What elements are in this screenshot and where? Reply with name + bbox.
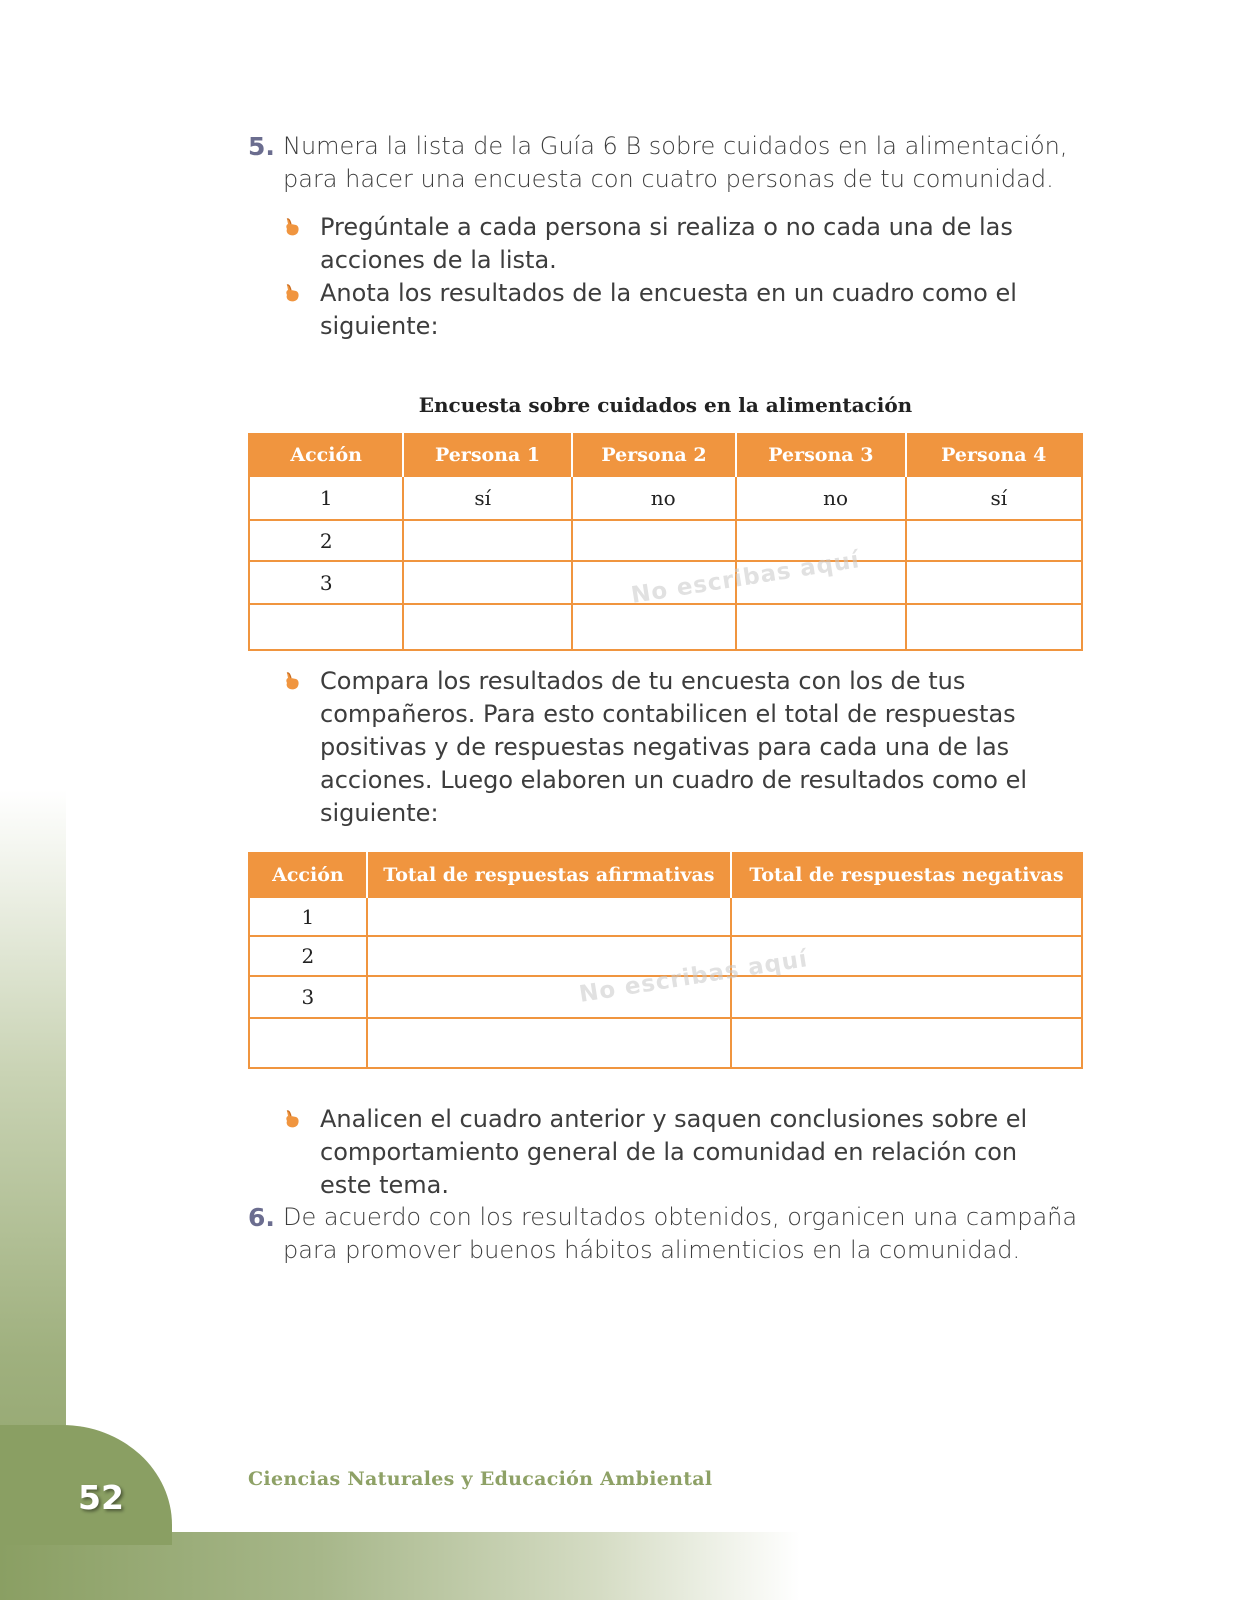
exercise-number: 6. bbox=[248, 1203, 275, 1232]
exercise-number: 5. bbox=[248, 132, 275, 161]
table-cell bbox=[906, 604, 1082, 650]
hand-pointer-icon bbox=[284, 283, 300, 303]
table-cell bbox=[403, 520, 571, 561]
instruction-text: Analicen el cuadro anterior y saquen conclusiones sobre el comportamiento general de la comunidad en relación con este tema. bbox=[320, 1105, 1028, 1199]
table-cell: 1 bbox=[249, 897, 367, 936]
table-cell bbox=[731, 1018, 1082, 1068]
column-header: Persona 1 bbox=[403, 434, 571, 476]
table-cell bbox=[731, 976, 1082, 1018]
instruction-text: Anota los resultados de la encuesta en un cuadro como el siguiente: bbox=[320, 279, 1017, 340]
table-row bbox=[249, 476, 1082, 520]
table-cell bbox=[367, 1018, 731, 1068]
table-row bbox=[249, 1018, 1082, 1068]
instruction-bullet bbox=[284, 211, 1074, 277]
table-cell bbox=[572, 604, 736, 650]
exercise-text: Numera la lista de la Guía 6 B sobre cuidados en la alimentación, para hacer una encuesta con cuatro personas de tu comunidad. bbox=[283, 132, 1068, 193]
hand-pointer-icon bbox=[284, 1109, 300, 1129]
results-table bbox=[248, 852, 1083, 1069]
table-cell: 3 bbox=[249, 561, 403, 604]
exercise-text: De acuerdo con los resultados obtenidos, organicen una campaña para promover buenos hábitos alimenticios en la comunidad. bbox=[283, 1203, 1078, 1264]
hand-pointer-icon bbox=[284, 671, 300, 691]
instruction-bullet bbox=[284, 665, 1074, 830]
table-cell: 1 bbox=[249, 476, 403, 520]
survey-table bbox=[248, 433, 1083, 651]
instruction-text: Pregúntale a cada persona si realiza o no cada una de las acciones de la lista. bbox=[320, 213, 1013, 274]
column-header: Persona 3 bbox=[736, 434, 905, 476]
table-header-row bbox=[249, 434, 1082, 476]
column-header: Persona 2 bbox=[572, 434, 736, 476]
table-cell bbox=[403, 561, 571, 604]
table-cell bbox=[249, 1018, 367, 1068]
no-write-watermark: No escribas aquí bbox=[577, 946, 810, 1008]
column-header: Persona 4 bbox=[906, 434, 1082, 476]
table-cell bbox=[403, 604, 571, 650]
table-cell bbox=[249, 604, 403, 650]
survey-table-title: Encuesta sobre cuidados en la alimentación bbox=[418, 393, 913, 417]
table-cell bbox=[572, 520, 736, 561]
no-write-watermark: No escribas aquí bbox=[629, 547, 862, 609]
table-cell bbox=[906, 561, 1082, 604]
table-cell: 2 bbox=[249, 520, 403, 561]
table-row bbox=[249, 604, 1082, 650]
column-header: Acción bbox=[249, 434, 403, 476]
column-header: Total de respuestas negativas bbox=[731, 853, 1082, 897]
table-row bbox=[249, 520, 1082, 561]
table-cell bbox=[367, 897, 731, 936]
table-cell: no bbox=[736, 476, 905, 520]
instruction-text: Compara los resultados de tu encuesta con los de tus compañeros. Para esto contabilicen el total de respuestas positivas y de respuestas negativas para cada una de las acciones. Luego elaboren un cuadro de resultados como el siguiente: bbox=[320, 667, 1028, 827]
hand-pointer-icon bbox=[284, 217, 300, 237]
instruction-bullet bbox=[284, 1103, 1074, 1202]
table-cell bbox=[731, 897, 1082, 936]
column-header: Total de respuestas afirmativas bbox=[367, 853, 731, 897]
exercise-5 bbox=[248, 130, 1078, 196]
table-cell: sí bbox=[906, 476, 1082, 520]
table-cell: no bbox=[572, 476, 736, 520]
table-row bbox=[249, 897, 1082, 936]
column-header: Acción bbox=[249, 853, 367, 897]
exercise-6 bbox=[248, 1201, 1078, 1267]
page-number: 52 bbox=[78, 1478, 124, 1517]
table-cell bbox=[906, 520, 1082, 561]
book-title: Ciencias Naturales y Educación Ambiental bbox=[248, 1468, 713, 1490]
table-cell bbox=[736, 604, 905, 650]
table-cell: 3 bbox=[249, 976, 367, 1018]
instruction-bullet bbox=[284, 277, 1074, 343]
table-cell: sí bbox=[403, 476, 571, 520]
table-cell: 2 bbox=[249, 936, 367, 976]
table-header-row bbox=[249, 853, 1082, 897]
